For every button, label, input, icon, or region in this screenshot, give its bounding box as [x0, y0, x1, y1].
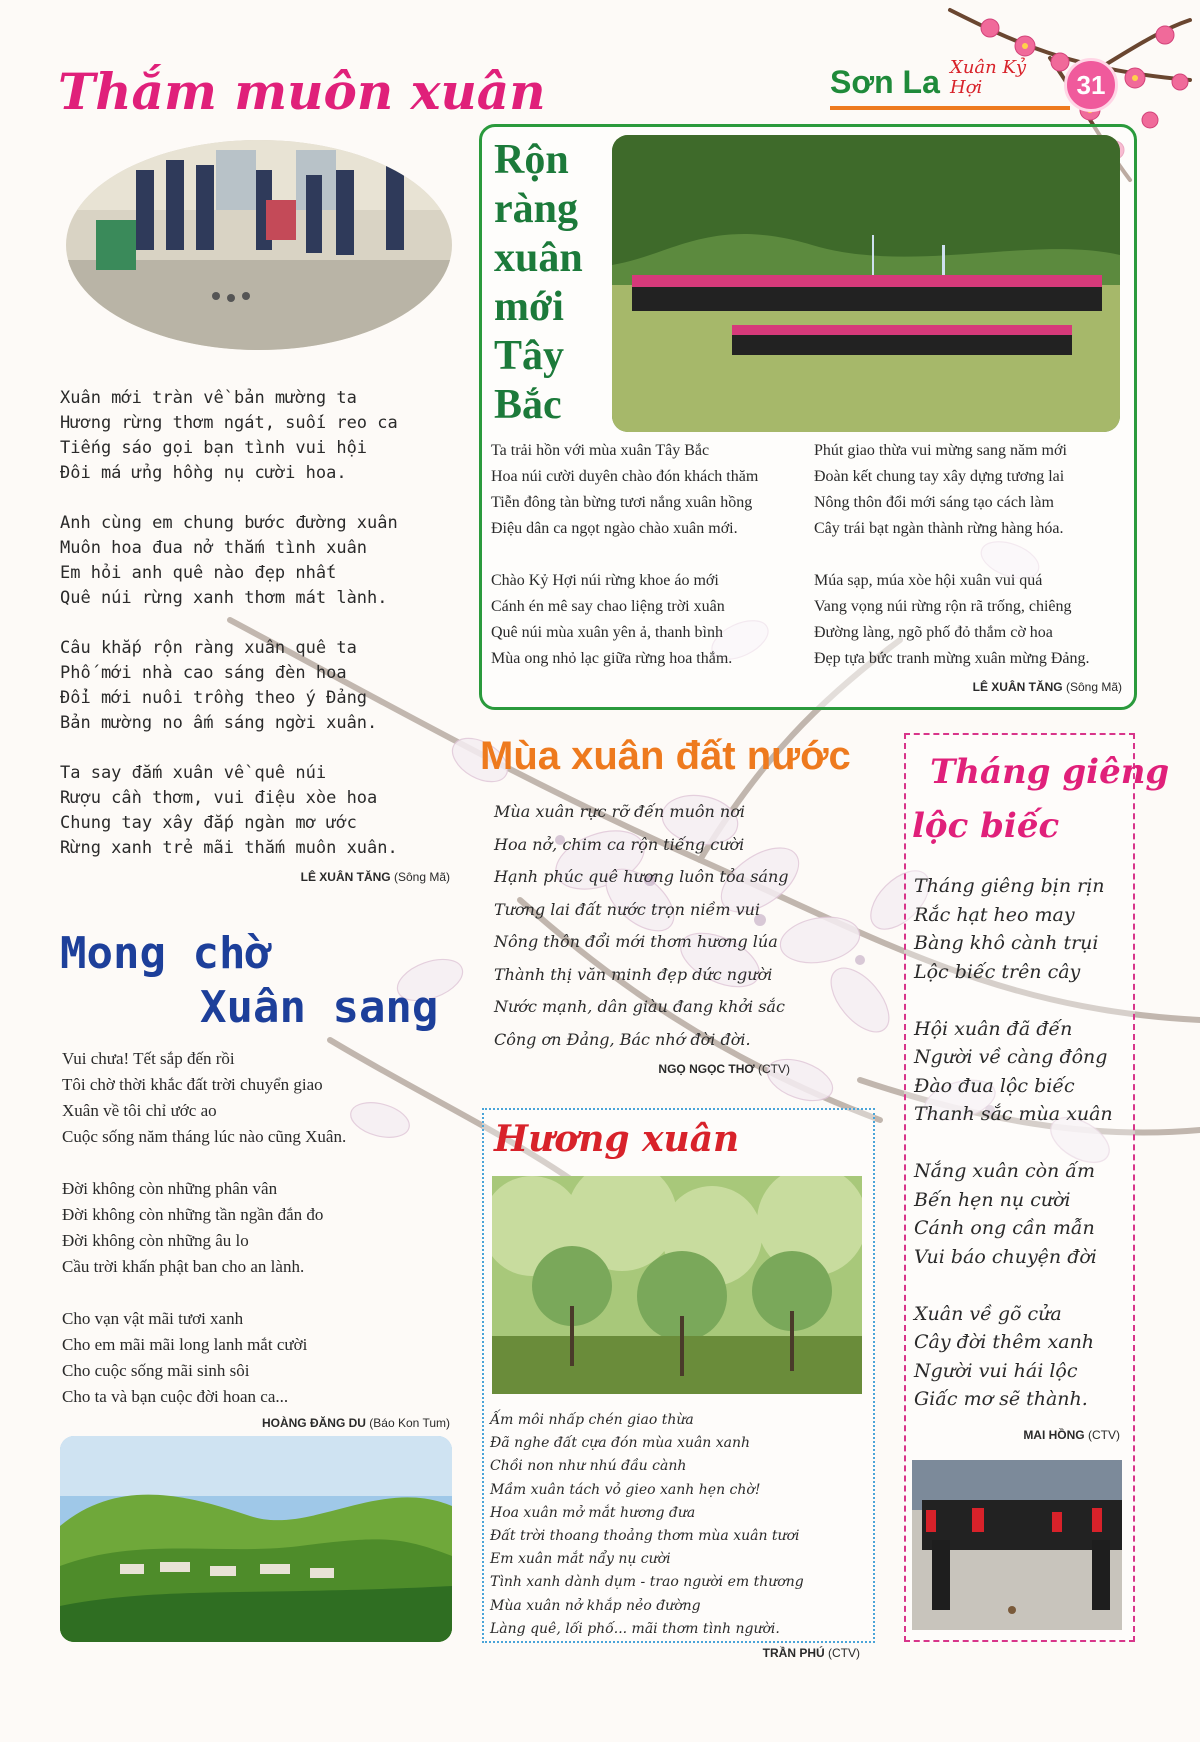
- poem-text-mong-cho: Vui chưa! Tết sắp đến rồi Tôi chờ thời khắc đất trời chuyển giao Xuân về tôi chỉ ước ao Cuộc sống năm tháng lúc nào cũng Xuân. Đời không còn những phân vân Đời không còn những tần ngần đắn đo Đời không còn những âu lo Cầu trời khấn phật ban cho an lành. Cho vạn vật mãi tươi xanh Cho em mãi mãi long lanh mắt cười Cho cuộc sống mãi sinh sôi Cho ta và bạn cuộc đời hoan ca...: [62, 1049, 347, 1406]
- poem-text-mua-xuan-dat-nuoc: Mùa xuân rực rỡ đến muôn nơi Hoa nở, chim ca rộn tiếng cười Hạnh phúc quê hương luôn tỏa sáng Tương lai đất nước trọn niềm vui Nông thôn đổi mới thơm hương lúa Thành thị văn minh đẹp dức người Nước mạnh, dân giàu đang khởi sắc Công ơn Đảng, Bác nhớ đời đời.: [494, 802, 789, 1049]
- photo-villagers-game: [66, 140, 452, 350]
- credit-affiliation: (CTV): [1088, 1428, 1120, 1442]
- edition-script: Xuân Kỷ Hợi: [950, 57, 1027, 98]
- poem-title-tham-muon-xuan: Thắm muôn xuân: [58, 62, 546, 121]
- poem-title-thang-gieng-line1: Tháng giêng: [930, 752, 1170, 792]
- poem-title-ron-rang: [494, 136, 604, 430]
- credit-affiliation: (CTV): [758, 1062, 790, 1076]
- photo-mountain-valley: [60, 1436, 452, 1642]
- credit-author: LÊ XUÂN TĂNG: [300, 870, 391, 884]
- title-line: mới: [494, 284, 564, 330]
- title-line: Bắc: [494, 382, 562, 428]
- poem-title-thang-gieng-line2: lộc biếc: [912, 806, 1060, 846]
- poem-text-ron-rang-col2: Phút giao thừa vui mừng sang năm mới Đoàn kết chung tay xây dựng tương lai Nông thôn đổi mới sáng tạo cách làm Cây trái bạt ngàn thành rừng hàng hóa. Múa sạp, múa xòe hội xuân vui quá Vang vọng núi rừng rộn rã trống, chiêng Đường làng, ngõ phố đỏ thắm cờ hoa Đẹp tựa bức tranh mừng xuân mừng Đảng.: [814, 442, 1090, 667]
- credit-huong-xuan: [620, 1646, 860, 1660]
- credit-ron-rang: [840, 680, 1122, 694]
- credit-affiliation: (Sông Mã): [393, 870, 450, 884]
- poem-title-mong-cho-line1: Mong chờ: [60, 928, 272, 979]
- newspaper-header: [830, 56, 1130, 116]
- title-line: ràng: [494, 186, 578, 232]
- credit-affiliation: (Sông Mã): [1065, 680, 1122, 694]
- credit-tham-muon-xuan: [200, 870, 450, 884]
- poem-text-tham-muon-xuan: Xuân mới tràn về bản mường ta Hương rừng thơm ngát, suối reo ca Tiếng sáo gọi bạn tình vui hội Đôi má ửng hồng nụ cười hoa. Anh cùng em chung bước đường xuân Muôn hoa đua nở thắm tình xuân Em hỏi anh quê nào đẹp nhất Quê núi rừng xanh thơm mát lành. Câu khắp rộn ràng xuân quê ta Phố mới nhà cao sáng đèn hoa Đổi mới nuôi trồng theo ý Đảng Bản mường no ấm sáng ngời xuân. Ta say đắm xuân về quê núi Rượu cần thơm, vui điệu xòe hoa Chung tay xây đắp ngàn mơ ước Rừng xanh trẻ mãi thắm muôn xuân.: [60, 388, 398, 858]
- paper-name: Sơn La: [830, 64, 940, 100]
- credit-mong-cho: [180, 1416, 450, 1430]
- credit-thang-gieng: [930, 1428, 1120, 1442]
- title-line: xuân: [494, 235, 583, 281]
- header-rule: [830, 106, 1070, 110]
- poem-title-mong-cho-line2: Xuân sang: [200, 982, 439, 1033]
- credit-affiliation: (Báo Kon Tum): [369, 1416, 450, 1430]
- poem-text-ron-rang-col1: Ta trải hồn với mùa xuân Tây Bắc Hoa núi cười duyên chào đón khách thăm Tiễn đông tàn bừng tươi nắng xuân hồng Điệu dân ca ngọt ngào chào xuân mới. Chào Kỷ Hợi núi rừng khoe áo mới Cánh én mê say chao liệng trời xuân Quê núi mùa xuân yên ả, thanh bình Mùa ong nhỏ lạc giữa rừng hoa thắm.: [491, 442, 759, 667]
- credit-mua-xuan-dat-nuoc: [560, 1062, 790, 1076]
- poem-text-thang-gieng: Tháng giêng bịn rịn Rắc hạt heo may Bàng khô cành trụi Lộc biếc trên cây Hội xuân đã đến Người về càng đông Đào đua lộc biếc Thanh sắc mùa xuân Nắng xuân còn ấm Bến hẹn nụ cười Cánh ong cần mẫn Vui báo chuyện đời Xuân về gõ cửa Cây đời thêm xanh Người vui hái lộc Giấc mơ sẽ thành.: [914, 875, 1113, 1410]
- poem-title-mua-xuan-dat-nuoc: Mùa xuân đất nước: [480, 734, 851, 778]
- credit-author: NGỌ NGỌC THƠ: [658, 1062, 755, 1076]
- page-number: 31: [1076, 70, 1106, 100]
- title-line: Rộn: [494, 137, 569, 183]
- credit-affiliation: (CTV): [828, 1646, 860, 1660]
- photo-plum-orchard: [492, 1176, 862, 1394]
- credit-author: MAI HỒNG: [1023, 1428, 1085, 1442]
- photo-festival-game: [912, 1460, 1122, 1630]
- credit-author: LÊ XUÂN TĂNG: [972, 680, 1063, 694]
- credit-author: TRẦN PHÚ: [762, 1646, 825, 1660]
- photo-xoe-dance-circle: [612, 135, 1120, 432]
- credit-author: HOÀNG ĐĂNG DU: [261, 1416, 366, 1430]
- page-number-badge: [1064, 58, 1118, 112]
- title-line: Tây: [494, 333, 565, 379]
- poem-title-huong-xuan: Hương xuân: [494, 1118, 740, 1160]
- poem-text-huong-xuan: Ấm môi nhấp chén giao thừa Đã nghe đất cựa đón mùa xuân xanh Chồi non như nhú đầu cành Mầm xuân tách vỏ gieo xanh hẹn chờ! Hoa xuân mở mắt hương đưa Đất trời thoang thoảng thơm mùa xuân tươi Em xuân mắt nẩy nụ cười Tình xanh dành dụm - trao người em thương Mùa xuân nở khắp nẻo đường Làng quê, lối phố... mãi thơm tình người.: [490, 1412, 804, 1637]
